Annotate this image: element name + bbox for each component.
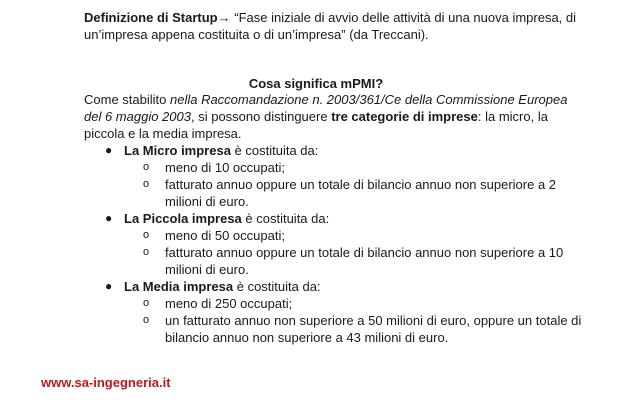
category-suffix: è costituita da: — [230, 143, 319, 158]
intro-reference: nella Raccomandazione n. 2003/361/Ce della Commissione Europea del 6 maggio 2003 — [84, 92, 568, 124]
list-item-text: fatturato annuo oppure un totale di bilancio annuo non superiore a 10 milioni di euro. — [165, 245, 564, 277]
bullet-icon: ● — [105, 279, 113, 293]
intro-prefix: Come stabilito — [84, 92, 170, 107]
list-item-text: un fatturato annuo non superiore a 50 milioni di euro, oppure un totale di bilancio annuo non superiore a 43 milioni di euro. — [165, 313, 582, 345]
bullet-icon: ● — [105, 211, 113, 225]
category-label — [124, 142, 318, 159]
list-item-text: fatturato annuo oppure un totale di bilancio annuo non superiore a 2 milioni di euro. — [165, 177, 557, 209]
list-item-text: meno di 10 occupati; — [165, 160, 285, 175]
list-item-text: meno di 50 occupati; — [165, 228, 285, 243]
category-name: La Micro impresa — [124, 143, 231, 158]
intro-emphasis: tre categorie di imprese — [331, 109, 478, 124]
category-label — [124, 278, 321, 295]
definition-term: Definizione di Startup — [84, 10, 218, 25]
category-suffix: è costituita da: — [241, 211, 330, 226]
sub-bullet-icon: o — [143, 229, 150, 241]
category-name: La Media impresa — [124, 279, 234, 294]
sub-bullet-icon: o — [143, 314, 150, 326]
definition-text: “Fase iniziale di avvio delle attività di una nuova impresa, di un’impresa appena costituita o di un’impresa” (da Treccani). — [84, 10, 577, 42]
startup-definition — [84, 9, 584, 43]
list-item-text: meno di 250 occupati; — [165, 296, 293, 311]
arrow-right-icon: → — [217, 10, 231, 25]
sub-bullet-icon: o — [143, 297, 150, 309]
category-suffix: è costituita da: — [233, 279, 321, 294]
sub-bullet-icon: o — [143, 178, 150, 190]
section-title: Cosa significa mPMI? — [248, 76, 384, 91]
intro-paragraph — [84, 91, 584, 142]
intro-mid: , si possono distinguere — [190, 109, 332, 124]
category-name: La Piccola impresa — [124, 211, 242, 226]
sub-bullet-icon: o — [143, 246, 150, 258]
website-link[interactable]: www.sa-ingegneria.it — [41, 375, 171, 390]
bullet-icon: ● — [105, 143, 113, 157]
category-label — [124, 210, 329, 227]
sub-bullet-icon: o — [143, 161, 150, 173]
intro-suffix: : la micro, la piccola e la media impresa. — [84, 109, 548, 141]
